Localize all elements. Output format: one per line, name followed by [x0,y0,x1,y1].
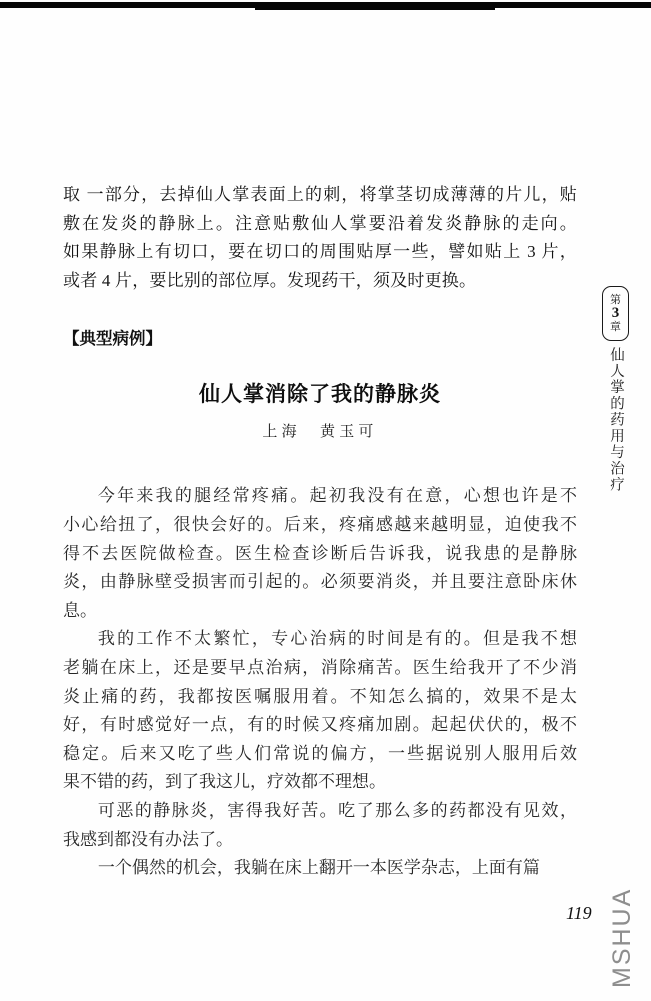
article-author: 上海 黄玉可 [262,424,378,441]
chapter-badge-prefix: 第 [610,294,621,306]
story-paragraph: 我的工作不太繁忙，专心治病的时间是有的。但是我不想 老躺在床上，还是要早点治病，消除痛苦。医生给我开了不少消 炎止痛的药，我都按医嘱服用着。不知怎么搞的，效果不是太 好，有时感觉好一点，有的时候又疼痛加剧。起起伏伏的，极不 稳定。后来又吃了些人们常说的偏方，一些据说别人服用后效 果不错的药，到了我这儿，疗效都不理想。 [63,629,577,792]
intro-paragraph: 取 一部分，去掉仙人掌表面上的刺，将掌茎切成薄薄的片儿，贴 敷在发炎的静脉上。注意贴敷仙人掌要沿着发炎静脉的走向。 如果静脉上有切口，要在切口的周围贴厚一些，譬如贴上 3 片， 或者 4 片，要比别的部位厚。发现药干，须及时更换。 [63,185,577,290]
page-number: 119 [566,903,592,923]
section-heading: 【典型病例】 [63,329,162,349]
story-paragraph: 一个偶然的机会，我躺在床上翻开一本医学杂志，上面有篇 [97,858,540,878]
watermark: MSHUA [608,887,636,988]
chapter-badge-number: 3 [611,305,620,321]
chapter-badge-suffix: 章 [610,321,621,333]
story-paragraph: 今年来我的腿经常疼痛。起初我没有在意，心想也许是不 小心给扭了，很快会好的。后来，疼痛感越来越明显，迫使我不 得不去医院做检查。医生检查诊断后告诉我，说我患的是静脉 炎，由静脉壁受损害而引起的。必须要消炎，并且要注意卧床休 息。 [63,486,577,620]
page-content [63,181,577,883]
scan-edge-line [0,2,651,8]
article-body [63,482,577,882]
story-paragraph: 可恶的静脉炎，害得我好苦。吃了那么多的药都没有见效， 我感到都没有办法了。 [63,800,577,849]
chapter-title-vertical: 仙人掌的药用与治疗 [608,347,624,494]
chapter-badge [602,286,629,341]
article-title: 仙人掌消除了我的静脉炎 [199,382,441,407]
